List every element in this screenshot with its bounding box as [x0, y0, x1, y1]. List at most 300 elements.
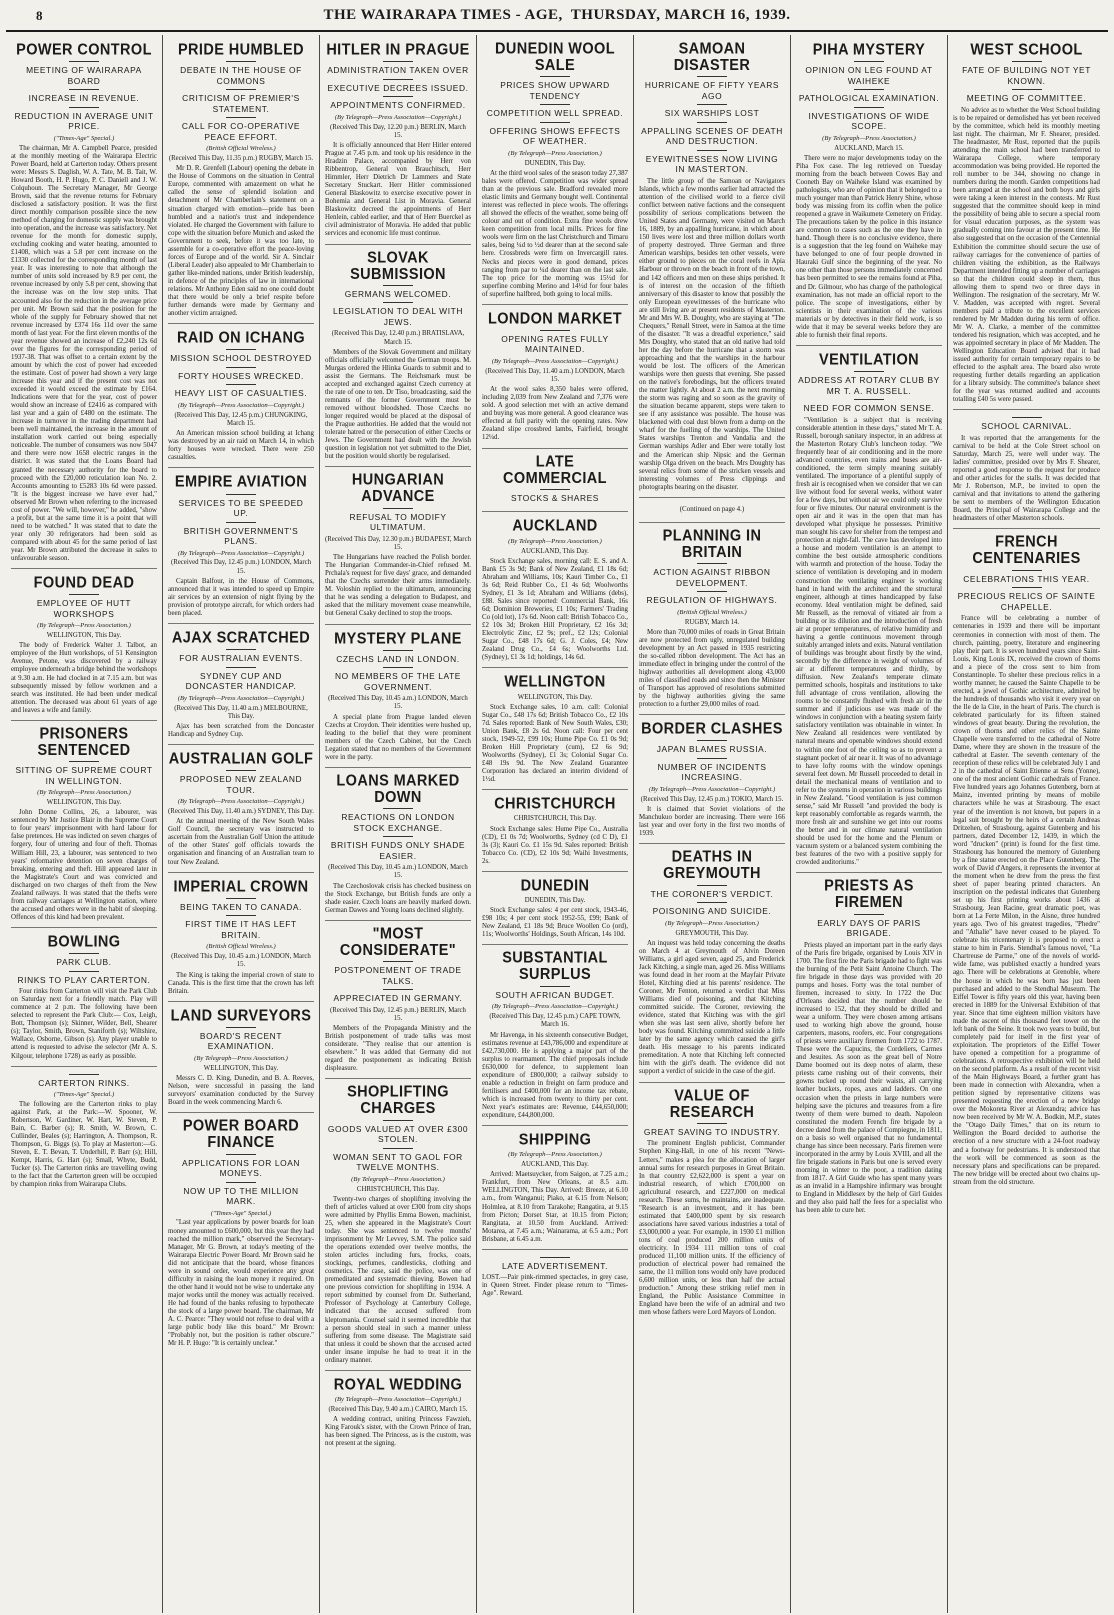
headline: POWER CONTROL	[16, 41, 152, 59]
column-6	[791, 35, 948, 1613]
dateline: WELLINGTON, This Day.	[517, 693, 593, 701]
divider	[1012, 417, 1042, 418]
divider	[540, 986, 570, 987]
article-body: At the wool sales 8,350 bales were offered, including 2,039 from New Zealand and 7,376 were sold. A good selection met with an active demand and buying was more general. A good clearance was effected at full parity with the opening rates. New Zealand slipe crossbred lambs, Fairfield, brought 12¼d.	[482, 386, 628, 442]
divider	[697, 104, 727, 105]
subheading: SCHOOL CARNIVAL.	[981, 421, 1072, 432]
article	[796, 43, 942, 346]
article	[796, 877, 942, 1220]
article-body: Four rinks from Carterton will visit the Park Club on Saturday next for a friendly match. Play will commence at 2 p.m. The following have been selected to represent the Park Club:— Cox, Leigh, Bott, Thompson (s); Skinner, Wilder, Bell, Shearer (s); Taylor, Smith, Brown, Staniforth (s); Wiltshire, Wallace, Osborne, Gibson (s). Any player unable to attend is requested to advise the selector (Mr A. S. Kilgour, telephone 1728) as early as possible.	[11, 988, 157, 1060]
headline: SLOVAK SUBMISSION	[350, 248, 446, 284]
dateline: (Received This Day, 10.45 a.m.) LONDON, March 15.	[328, 695, 468, 711]
divider	[1012, 61, 1042, 62]
subheading: APPOINTMENTS CONFIRMED.	[330, 100, 466, 111]
dateline: WELLINGTON, This Day.	[46, 799, 122, 807]
article	[639, 527, 785, 715]
divider	[697, 150, 727, 151]
divider	[383, 302, 413, 303]
article	[482, 1133, 628, 1250]
headline: SUBSTANTIAL SURPLUS	[502, 949, 608, 985]
subheading: BEING TAKEN TO CANADA.	[180, 901, 302, 912]
article-body: An inquest was held today concerning the deaths on March 4 at Greymouth of Alvin Doreen Williams, a girl aged seven, aged 25, and Frederick Jack Kitching, a single man, aged 26. Miss Williams was found dead in her room at the Mayfair Private Hotel, Kitching died at his parents' residence. The Coroner, Mr Fenton, returned a verdict that Miss Williams died of poisoning, and that Kitching committed suicide. The Coroner, reviewing the evidence, stated that Kitching was with the girl when she was last seen alive, shortly before her body was found. Kitching committed suicide a little later by the same agency which caused the girl's death. His message to his parents indicated premeditation. A note that Kitching left connected him with the girl's death. The evidence did not support a verdict of suicide in the case of the girl.	[639, 939, 785, 1076]
credit-line: (By Telegraph—Press Association—Copyright.)	[177, 694, 305, 702]
divider	[697, 76, 727, 77]
subheading: ADMINISTRATION TAKEN OVER	[327, 65, 469, 76]
credit-line: (By Telegraph—Press Association.)	[351, 1175, 445, 1183]
headline: AJAX SCRATCHED	[171, 629, 311, 647]
subheading: SIX WARSHIPS LOST	[664, 108, 760, 119]
credit-line: (By Telegraph—Press Association.)	[822, 134, 916, 142]
article-body: Stock Exchange sales, 10 a.m. call: Colonial Sugar Co., £48 17s 6d; British Tobacco Co., £2 10s 7d. Sales reported: Bank of New South Wales, £30; Union Bank, £8 2s 6d. Noon call: Four per cent stock, 1949-52, £99 10s; Hume Pipe Co. £1 0s 9d; Broken Hill Proprietary (cum), £2 6s 9d; Woolworths (Sydney), £1 3s; Colonial Sugar Co. £48 19s 9d. The New Zealand Guarantee Corporation has declared an interim dividend of 1½d.	[482, 703, 628, 784]
dateline: (Received This Day, 12.45 p.m.) BERLIN, March 15.	[330, 1006, 466, 1022]
divider	[854, 399, 884, 400]
article	[482, 1257, 628, 1304]
subheading: FATE OF BUILDING NOT YET KNOWN.	[962, 65, 1091, 86]
article	[168, 475, 314, 624]
article	[482, 675, 628, 790]
headline: DUNEDIN	[520, 876, 590, 895]
article	[639, 40, 785, 498]
column-7	[948, 35, 1105, 1613]
article-body: Priests played an important part in the early days of the Paris fire brigade, organised by Louis XIV in 1700. The first fire the Paris brigade had to fight was the burning of the Petit Saint Antoine Church. The fire brigade in those days was provided with 20 pumps and hoses. Forty was the total number of firemen, increased to sixty. In 1722 the Duc d'Orleans decided that the number should be increased to 152, that they should be drilled and wear a uniform. They were chosen among artisans used to working high above the ground, house carpenters, masons, roofers, etc. Four congregations of priests were auxiliary firemen from 1722 to 1787. These were the Capucins, the Cordeliers, Carmes and Jesuites. As soon as the great bell of Notre Dame boomed out its deep notes of alarm, these priests came rushing out of their convents, their gowns tucked up round their waists, all carrying leather buckets, ropes, axes and ladders. On one occasion when the priests in large numbers were helping save the pictures and treasures from a fire twenty of them were burned to death. Napoleon constituted the modern French fire brigade by a decree dated from the palace of Compiegne, in 1811, on a basis so well organised that no fundamental change has since been necessary. Paris firemen were incorporated in the army by Louis XVIII, and all the fire brigade stations in Paris but one is served every morning in winter to the poor, a tradition dating from 1817. A Girl Guide who has spent many years as an invalid in a Hampshire infirmary was brought to England in Middlesex by the help of Girl Guides and they also paid half the fees for a specialist who has been able to cure her.	[796, 941, 942, 1215]
subheading: APPALLING SCENES OF DEATH AND DESTRUCTION.	[641, 125, 783, 147]
divider	[540, 76, 570, 77]
article	[168, 631, 314, 745]
divider	[854, 914, 884, 915]
headline: SHOPLIFTING CHARGES	[347, 1083, 449, 1119]
subheading: JAPAN BLAMES RUSSIA.	[656, 744, 768, 755]
article-body: Captain Balfour, in the House of Commons, announced that it was intended to speed up Empire air services by an extension of night flying by the provision of prototype aircraft, for which orders had been placed.	[168, 577, 314, 617]
divider	[540, 330, 570, 331]
article	[639, 848, 785, 1082]
article	[482, 40, 628, 305]
article	[482, 309, 628, 449]
article	[325, 925, 471, 1080]
headline: VENTILATION	[819, 350, 919, 369]
divider	[697, 122, 727, 123]
divider	[697, 563, 727, 564]
article-body: "Ventilation is a subject that is receiving considerable attention in these days," stated Mr T. A. Russell, borough sanitary inspector, in an address at the Masterton Rotary Club's luncheon today. "We frequently hear of air conditioning and in the more advanced countries, even trains and buses are air-conditioned, the term simply meaning suitably ventilated. The importance of a plentiful supply of fresh air is recognised when we consider that we can live without food for several weeks, without water for a few days, but without air we could only survive four or five minutes. Our natural environment is the open air and it was in the open that man has developed what physique he possesses. Primitive man sought his cave for shelter from the tempest and protection at night-fall. The cave has developed into a house and modern ventilation is an attempt to combine the best outside atmospheric conditions with warmth and protection of the house. Today the science of ventilation is developing and in modern construction the ventilating engineer is working hand in hand with the architect and the structural engineer, although at times handicapped by false economy. Ideal ventilation might be defined, said Mr Russell, as the removal of vitiated air from a building or its dilution and the introduction of fresh air at proper temperatures, of relative humidity and having a gentle continuous movement through suitably arranged inlets and exits. Natural ventilation of buildings was brought about firstly by the wind, secondly by the difference in weight of volumes of air at different temperatures and thirdly, by diffusion. New Zealand's temperate climate permitted schools, hospitals and institutions to take full advantage of cross ventilation, allowing the rooms to be constantly flushed with fresh air in the summer and if judicious use was made of the windows in conjunction with a heating system fairly satisfactory ventilation was obtainable in winter. In New Zealand all residences were ventilated by natural means and openable windows should extend to within one foot of the ceiling so as to prevent a stagnant pocket of air near it. It was of no advantage to have lofty rooms with the window openings several feet down. Mr Russell proceeded to detail in detail the mechanical means of ventilation and to refer to the systems in operation in various buildings in New Zealand. "Good ventilation is just common sense," said Mr Russell "and provided the body is kept reasonably comfortable as regards warmth, the more fresh air and sunshine we get into our rooms the better and in our climate natural ventilation should be used for the home and the Plenum or vacuum system or a balanced system combining the best features of the two with a positive supply for crowded auditoriums."	[796, 416, 943, 867]
dateline: CHRISTCHURCH, This Day.	[513, 815, 597, 823]
article	[325, 471, 471, 624]
divider	[1012, 89, 1042, 90]
headline: WEST SCHOOL	[970, 41, 1083, 59]
subheading: CARTERTON RINKS.	[38, 1077, 130, 1088]
subheading: CELEBRATIONS THIS YEAR.	[963, 573, 1090, 584]
subheading: SITTING OF SUPREME COURT IN WELLINGTON.	[15, 765, 153, 786]
subheading: MEETING OF WAIRARAPA BOARD	[26, 65, 142, 86]
divider	[540, 489, 570, 490]
divider	[226, 522, 256, 523]
headline: PIHA MYSTERY	[812, 41, 926, 59]
subheading: INCREASE IN REVENUE.	[28, 93, 140, 104]
dateline: (Received This Day, 12.40 p.m.) BRATISLAVA, March 15.	[331, 330, 465, 346]
article-body: John Donne Collins, 26, a labourer, was sentenced by Mr Justice Blair in the Supreme Court to four years' imprisonment with hard labour for false pretences. He was indicted on seven charges of forgery, four of uttering and four of theft. Thomas William Hill, 23, a labourer, was sentenced to two years' reformative detention on seven charges of breaking, entering and theft. Hill appeared later in the Magistrate's Court and was convicted and discharged on two charges of theft from the New Zealand railways. It was stated that the thefts were from railway carriages at Wellington station, where the accused and others were in the habit of sleeping. Offences of this kind had been prevalent.	[11, 809, 157, 921]
article	[168, 877, 314, 1002]
article	[639, 722, 785, 844]
subheading: EARLY DAYS OF PARIS BRIGADE.	[817, 917, 921, 939]
subheading: GERMANS WELCOMED.	[344, 288, 452, 299]
article-body: It is claimed that Soviet violations of the Manchukuo border are increasing. There were 166 last year and over forty in the first two months of 1939.	[639, 806, 785, 838]
article	[482, 452, 628, 513]
article	[482, 519, 628, 668]
subheading: APPLICATIONS FOR LOAN MONEYS.	[181, 1157, 301, 1179]
divider	[226, 770, 256, 771]
divider	[854, 107, 884, 108]
divider	[69, 1074, 99, 1075]
divider	[226, 61, 256, 62]
subheading: SERVICES TO BE SPEEDED UP.	[178, 497, 304, 519]
article	[639, 505, 785, 523]
subheading: HURRICANE OF FIFTY YEARS AGO	[644, 80, 780, 101]
dateline: DUNEDIN, This Day.	[524, 159, 586, 167]
headline: CHRISTCHURCH	[494, 795, 616, 813]
divider	[854, 371, 884, 372]
subheading: BOARD'S RECENT EXAMINATION.	[199, 1030, 283, 1052]
article-body: It was reported that the arrangements for the carnival to be held at the Cole Street school on Saturday, March 25, were well under way. The ladies' committee, presided over by Mrs F. Shearer, reported a good response to the request for produce and other articles for the stalls. It was decided that Mr J. Robertson, M.P., be invited to open the carnival and that invitations to attend the gathering be sent to members of the Wellington Education Board, the Principal of Wairarapa College and the headmasters of other Masterton schools.	[953, 434, 1100, 523]
article	[482, 949, 628, 1126]
headline: DUNEDIN WOOL SALE	[495, 40, 615, 75]
divider	[383, 1120, 413, 1121]
article-body: Mr D. R. Grenfell (Labour) opening the debate in the House of Commons on the situation in Central Europe, commented with amazement on what he called the sense of splendid isolation and detachment of Mr Chamberlain's statement on a situation charged with emotion—pride has been humbled and a nation's trust and independence violated. He charged the Government with failure to cope with the situation before Munich and asked the Government to seek, before it was too late, to assemble for a co-operative effort the peace-loving forces of Europe and of the world. Sir A. Sinclair (Liberal Leader) also appealed to Mr Chamberlain to gather like-minded nations, under British leadership, in defence of the principles of law in international relations. Mr Anthony Eden said no one could doubt that there would be only a brief respite before further demands were made by Germany and another victim arraigned.	[168, 165, 314, 318]
divider	[697, 885, 727, 886]
subheading: THE CORONER'S VERDICT.	[650, 888, 774, 899]
divider	[226, 367, 256, 368]
dateline: (Received This Day, 12.45 p.m.) TOKIO, March 15.	[640, 795, 784, 803]
subheading: BRITISH GOVERNMENT'S PLANS.	[183, 525, 299, 547]
subheading: HEAVY LIST OF CASUALTIES.	[174, 388, 308, 399]
dateline: (Received This Day, 11.40 a.m.) MELBOURNE, This Day.	[174, 704, 308, 720]
article-body: The Hungarians have reached the Polish border. The Hungarian Commander-in-Chief refused M. Prchala's request for five days' grace, and demanded that the Czechs surrender their arms immediately. M. Voloshin replied to the ultimatum, announcing that he was sending a delegation to Budapest, and asked that the military movement cease meanwhile, but General Csaky declined to stop the troops.	[325, 554, 471, 618]
divider	[383, 667, 413, 668]
article	[168, 752, 314, 873]
article-body: At the annual meeting of the New South Wales Golf Council, the secretary was instructed to ascertain from the Australian Golf Union the attitude of the other States' golf officials towards the organisation and financing of an Australian team to tour New Zealand.	[168, 818, 314, 866]
credit-line: (By Telegraph—Press Association—Copyright.)	[177, 549, 305, 557]
credit-line: (By Telegraph—Press Association—Copyright.)	[334, 1396, 462, 1404]
subheading: DEBATE IN THE HOUSE OF COMMONS	[180, 65, 302, 86]
subheading: GOODS VALUED AT OVER £300 STOLEN.	[327, 1123, 469, 1145]
article	[482, 797, 628, 872]
divider	[383, 650, 413, 651]
article-body: Members of the Propaganda Ministry and the British postponement of trade talks was most considerate. "They realise that our attention is elsewhere." It was added that Germany did not regard the postponement as indicating British displeasure.	[325, 1025, 471, 1073]
headline: FRENCH CENTENARIES	[972, 533, 1081, 569]
divider	[226, 89, 256, 90]
headline: VALUE OF RESEARCH	[669, 1086, 755, 1122]
divider	[226, 494, 256, 495]
subheading: FOR AUSTRALIAN EVENTS.	[179, 653, 303, 664]
subheading: OPENING RATES FULLY MAINTAINED.	[501, 333, 609, 355]
subheading: STOCKS & SHARES	[511, 492, 599, 503]
subheading: WOMAN SENT TO GAOL FOR TWELVE MONTHS.	[333, 1151, 463, 1173]
credit-line: (By Telegraph—Press Association.)	[665, 919, 759, 927]
credit-line: (By Telegraph—Press Association.)	[508, 149, 602, 157]
subheading: GREAT SAVING TO INDUSTRY.	[643, 1126, 781, 1137]
page-number: 8	[36, 8, 43, 23]
article	[168, 331, 314, 468]
column-3	[320, 35, 477, 1613]
divider	[226, 915, 256, 916]
divider	[226, 1182, 256, 1183]
dateline: (Received This Day, 12.45 p.m.) CHUNGKING, March 15.	[174, 411, 308, 427]
article-body: At the third wool sales of the season today 27,387 bales were offered. Competition was wider spread than at the previous sale. Bradford revealed more elastic limits and Germany bought well. Continental interest was reflected in piece wools. The offerings all showed the effects of the weather, some being off colour and out of condition. Extra fine wools drew keen competition from local mills. Prices for fine wools were firm on the last Christchurch and Timaru sales, being ¼d to ½d dearer than at the second sale here. Crossbreds were firm on Invercargill rates. Necks and pieces were in good demand, prices ranging from par to ¼d dearer than on the last sale. The top price for the morning was 15½d for superfine combing Merino and 14½d for four bales of superfine halfbred, both going to local mills.	[482, 170, 628, 298]
subheading: OFFERING SHOWS EFFECTS OF WEATHER.	[489, 125, 621, 147]
credit-line: (By Telegraph—Press Association.)	[37, 622, 131, 630]
article	[11, 935, 157, 1067]
headline: IMPERIAL CROWN	[173, 877, 309, 896]
credit-line: (British Official Wireless.)	[206, 145, 276, 153]
dateline: AUCKLAND, This Day.	[521, 547, 589, 555]
article	[168, 43, 314, 324]
headline: HITLER IN PRAGUE	[326, 41, 470, 59]
article	[11, 43, 157, 569]
divider	[383, 285, 413, 286]
divider	[383, 989, 413, 990]
subheading: POISONING AND SUICIDE.	[652, 906, 772, 917]
divider	[697, 758, 727, 759]
article-body: There were no major developments today on the Piha Fox case. The leg retrieved on Tuesday morning from the beach between Cowes Bay and Cooneth Bay on Waiheke Island was examined by pathologists, who are of opinion that it belonged to a much younger man than Patrick Henry Shine, whose body was missing from its coffin when the police reopened a grave in Waikumete Cemetery on Friday. The precautions taken by the police in this instance are common to cases such as the one they have in hand. Though there is no conclusive evidence, there is a suggestion that the leg found on Waiheke may have belonged to one of four people drowned in Hauraki Gulf since the beginning of the year. No one other than those persons immediately concerned has been permitted to see the remains found at Piha, and Dr. Gilmour, who has charge of the pathological examination, has not made an official report to the police. The scope of investigations, either by scientists in their examination of the various materials or by detectives in their field work, is so wide that it may be several weeks before they are able to furnish their final reports.	[796, 154, 942, 339]
subheading: BRITISH FUNDS ONLY SHADE EASIER.	[330, 840, 466, 861]
article-body: The following are the Carterton rinks to play against Park, at the Park:—W. Spooner, W. Robertson, W. Gardiner, W. Hart, W. Steven, P. Bain, C. Barber (s); R. Smith, W. Brown, C. Cullinder, Beales (s); Harrington, A. Thompson, R. Thompson, G. Biggs (s). To play at Masterton:—G. Steven, E. T. Bevan, T. Underhill, P. Barr (s); Hill, Kempt, Harris, G. Hart (s); Small, Whyte, Budd, Tucker (s). The Carterton rinks are travelling owing to the fact that the Carterton green will be occupied by champion rinks from Wairarapa Clubs.	[11, 1100, 157, 1189]
article	[11, 725, 157, 928]
headline: PLANNING IN BRITAIN	[662, 527, 762, 562]
divider	[226, 117, 256, 118]
headline: EMPIRE AVIATION	[174, 473, 308, 492]
headline: PRIDE HUMBLED	[177, 41, 305, 59]
subheading: NUMBER OF INCIDENTS INCREASING.	[657, 761, 767, 783]
divider	[69, 61, 99, 62]
dateline: GREYMOUTH, This Day.	[675, 929, 749, 937]
subheading: CZECHS LAND IN LONDON.	[336, 653, 460, 664]
divider	[226, 1027, 256, 1028]
headline: RAID ON ICHANG	[176, 329, 306, 347]
subheading: PROPOSED NEW ZEALAND TOUR.	[179, 774, 303, 795]
divider	[226, 1154, 256, 1155]
article	[953, 533, 1100, 1191]
divider	[383, 508, 413, 509]
subheading: ACTION AGAINST RIBBON DEVELOPMENT.	[653, 567, 771, 588]
article-body: Ajax has been scratched from the Doncaster Handicap and Sydney Cup.	[168, 722, 314, 738]
columns	[6, 35, 1108, 1613]
divider	[383, 961, 413, 962]
article-body: A wedding contract, uniting Princess Fawzieh, King Farouk's sister, with the Crown Prince of Iran, has been signed. The Princess, as is the custom, was not present at the signing.	[325, 1416, 471, 1448]
credit-line: (By Telegraph—Press Association.)	[508, 537, 602, 545]
article	[953, 417, 1100, 529]
article-body: The little group of the Samoan or Navigators Islands, which a few months earlier had attracted the attention of the civilised world to a fierce civil conflict between native factions and the consequent possibility of serious complications between the United States and Germany, were visited on March 16, 1889, by an appalling hurricane, in which about 150 lives were lost and three million dollars worth of property destroyed. Three German and three American warships, besides ten other vessels, were either ground to pieces on the coral reefs in Apia Harbour or thrown on the beach in front of the town, and 142 officers and men on these ships perished. It is of interest on the occasion of the fiftieth anniversary of this disaster to know that possibly the only European eyewitnesses of the hurricane who are still living are at present residents of Masterton. Mr and Mrs W. B. Doughty, who are staying at "The Chequers," Renall Street, were in Samoa at the time of the disaster. "It was a dreadful experience," said Mrs Doughty, who stated that an old native had told her the day before the hurricane that a storm was approaching and that the warships in the harbour would be lost. The officers of the American warships were then guests that evening. She passed on the native's forebodings, but the officers treated the matter lightly. At about 2 a.m. the next morning the storm was raging and so soon as the gravity of the situation became apparent, steps were taken to see if any assistance was possible. The house was blackened with coal dust blown from a dump on the wharf for the fuelling of the warships. The United States warships Trenton and Vandalia and the German warships Adler and Eber were totally lost and the American ship Nipsic and the German warship Olga driven on the beach. Mrs Doughty has several relics from some of the stricken vessels and interesting volumes of Press clippings and photographs bearing on the disaster.	[639, 177, 785, 491]
article	[325, 1083, 471, 1370]
divider	[697, 1123, 727, 1124]
headline: PRIESTS AS FIREMEN	[824, 877, 914, 912]
headline: LONDON MARKET	[487, 309, 623, 328]
headline: HUNGARIAN ADVANCE	[351, 471, 445, 507]
article-body: More than 70,000 miles of roads in Great Britain are now protected from ugly, unregulated building development by an Act passed in 1935 restricting the so-called ribbon development. The Act has an immediate effect in bringing under the control of the highway authorities all development along 43,000 miles of classified roads and since then the Minister of Transport has approved of resolutions submitted by the highway authorities giving the same protection to a further 29,000 miles of road.	[639, 628, 785, 709]
credit-line: ("Times-Age" Special.)	[53, 134, 115, 142]
article	[11, 576, 157, 721]
article	[482, 876, 628, 946]
credit-line: (By Telegraph—Press Association.)	[508, 1151, 602, 1159]
headline: AUCKLAND	[512, 517, 598, 536]
dateline: (Received This Day, 11.35 p.m.) RUGBY, March 15.	[168, 155, 314, 163]
subheading: POSTPONEMENT OF TRADE TALKS.	[334, 965, 462, 986]
article	[168, 1117, 314, 1353]
dateline: (Received This Day, 11.40 a.m.) LONDON, March 15.	[485, 367, 625, 384]
divider	[697, 902, 727, 903]
subheading: COMPETITION WELL SPREAD.	[486, 108, 624, 119]
subheading: REFUSAL TO MODIFY ULTIMATUM.	[349, 511, 447, 533]
subheading: APPRECIATED IN GERMANY.	[333, 993, 463, 1004]
article	[796, 350, 943, 873]
subheading: PRICES SHOW UPWARD TENDENCY	[500, 80, 610, 101]
divider	[383, 836, 413, 837]
divider	[540, 104, 570, 105]
headline: POWER BOARD FINANCE	[182, 1117, 300, 1152]
subheading: SOUTH AFRICAN BUDGET.	[495, 989, 615, 1000]
subheading: NEED FOR COMMON SENSE.	[803, 403, 935, 414]
divider	[69, 953, 99, 954]
credit-line: (By Telegraph—Press Association.)	[37, 789, 131, 797]
subheading: PRECIOUS RELICS OF SAINTE CHAPELLE.	[957, 591, 1096, 612]
headline: LAND SURVEYORS	[170, 1006, 312, 1025]
subheading: NOW UP TO THE MILLION MARK.	[183, 1185, 299, 1207]
subheading: PARK CLUB.	[56, 957, 112, 968]
headline: MYSTERY PLANE	[334, 629, 462, 648]
subheading: ADDRESS AT ROTARY CLUB BY MR T. A. RUSSELL.	[798, 375, 940, 396]
subheading: REACTIONS ON LONDON STOCK EXCHANGE.	[341, 812, 455, 833]
article	[639, 1086, 785, 1323]
headline: AUSTRALIAN GOLF	[168, 750, 314, 768]
divider	[697, 740, 727, 741]
dateline: (Received This Day, 12.45 p.m.) LONDON, March 15.	[170, 559, 312, 575]
issue-date: THURSDAY, MARCH 16, 1939.	[570, 6, 791, 23]
divider	[226, 384, 256, 385]
credit-line: (British Official Wireless.)	[677, 608, 747, 616]
article	[325, 1375, 471, 1453]
divider	[383, 96, 413, 97]
article	[325, 629, 471, 768]
headline: SHIPPING	[518, 1131, 592, 1149]
headline: FOUND DEAD	[33, 574, 135, 592]
subheading: INVESTIGATIONS OF WIDE SCOPE.	[808, 110, 930, 132]
article	[325, 772, 471, 921]
divider	[540, 1257, 570, 1258]
article-body: A special plane from Prague landed eleven Czechs at Croydon. Their identities were hushed up, leading to the belief that they were prominent members of the Czech Cabinet, but the Czech Legation stated that no members of the Government were in the party.	[325, 713, 471, 761]
credit-line: (By Telegraph—Press Association—Copyright.)	[491, 357, 619, 365]
divider	[226, 649, 256, 650]
subheading: FORTY HOUSES WRECKED.	[178, 370, 304, 381]
dateline: (Received This Day, 12.20 p.m.) BERLIN, March 15.	[330, 123, 466, 139]
credit-line: ("Times-Age" Special.)	[53, 1091, 115, 1099]
article-body: The Czechoslovak crisis has checked business on the Stock Exchange, but British funds are only a shade easier. Czech loans are heavily marked down. German Dawes and Young loans declined slightly.	[325, 882, 471, 914]
dateline: (Received This Day, 11.40 a.m.) SYDNEY, This Day.	[168, 808, 314, 816]
article-body: Twenty-two charges of shoplifting involving the theft of articles valued at over £300 from city shops were admitted by Phyllis Emma Bowen, machinist, 25, when she appeared in the Magistrate's Court today. She was sentenced to twelve months' imprisonment by Mr Levvey, S.M. The police said the operations extended over twelve months, the stolen articles including furs, frocks, coats, stockings, perfumes, candlesticks, clothing and cosmetics. The case, said the police, was one of premeditated and systematic thieving. Bowen had one previous conviction for shoplifting in 1934. A report submitted by counsel from Dr. Sutherland, Professor of Psychology at Canterbury College, indicated that the accused suffered from kleptomania. Counsel said it seemed incredible that a person should steal in such a manner unless suffering from some disease. The Magistrate said that unless it could be shown that the accused acted under insane impulse he had to treat it in the ordinary manner.	[325, 1195, 471, 1364]
article-body: The body of Frederick Walter J. Talbot, an employee of the Hutt workshops, of 51 Kensington Avenue, Petone, was discovered by a railway employee underneath a bridge behind the workshops at 9.30 a.m. He had clocked in at 7.15 a.m. but was subsequently missed by fellow workmen and a search was instituted. He had been under medical attention. The deceased was about 61 years of age and leaves a wife and family.	[11, 642, 157, 714]
article-body: An American mission school building at Ichang was destroyed by an air raid on March 14, in which forty houses were wrecked. There were 250 casualties.	[168, 430, 314, 462]
article	[168, 1006, 314, 1113]
column-2	[163, 35, 320, 1613]
article-body: "Last year applications by power boards for loan money amounted to £600,000, but this year they had reached the million mark," observed the Secretary-Manager, Mr G. Brown, at today's meeting of the Wairarapa Electric Power Board. Mr Brown said he did not anticipate that the board, whose finances were in sound order, would experience any great difficulty in raising the loan money it required. On the other hand it would not be wise to undertake any major works until the money was actually received. He had found of the banks refusing to hypothecate the stock of a large power board. The chairman, Mr A. C. Pearce: "They would not refuse to deal with a large public body like this board." Mr Brown: "Probably not, but the position is rather obscure." Mr H. P. Hugo: "It is certainly unclear."	[168, 1219, 314, 1348]
headline: LATE COMMERCIAL	[503, 452, 607, 488]
article-body: Stock Exchange sales: 4 per cent stock, 1943-46, £98 10s; 4 per cent stock 1952-55, £99; Bank of New Zealand, £1 18s 9d; Bruce Woollen Co (ord), 11s; Woolworths' Holdings, South African, 14s 10d.	[482, 907, 628, 939]
divider	[69, 594, 99, 595]
credit-line: (By Telegraph—Press Association—Copyright.)	[648, 785, 776, 793]
subheading: SYDNEY CUP AND DONCASTER HANDICAP.	[185, 670, 297, 692]
subheading: MEETING OF COMMITTEE.	[966, 93, 1087, 104]
divider	[226, 349, 256, 350]
dateline: AUCKLAND, March 15.	[834, 144, 904, 152]
credit-line: (By Telegraph—Press Association—Copyright.)	[491, 1003, 619, 1011]
headline: BORDER CLASHES	[641, 720, 783, 738]
divider	[69, 761, 99, 762]
masthead	[6, 0, 1108, 32]
article	[11, 1074, 157, 1195]
subheading: REGULATION OF HIGHWAYS.	[646, 595, 778, 606]
dateline: (Received This Day, 10.45 a.m.) LONDON, March 15.	[171, 953, 311, 969]
article-body: Stock Exchange sales, morning call: E. S. and A. Bank £5 3s 9d; Bank of New Zealand, £1 18s 6d; Abraham and Williams, 10s; Kauri Timber Co., £1 3s 6d; Reid Rubber Co., £1 4s 6d; Woolworths Sydney, £1 3s 1d; Abraham and Williams (debs), £88. Sales since reported: Commercial Bank, 16s 6d; Dominion Breweries, £1 10s; Farmers' Trading Co (old lot), 17s 6d. Noon call: British Tobacco Co., £2 10s 3d; Broken Hill Proprietary, £2 16s 3d; Electrolytic Zinc, £2 9s; pref., £2 12s; Colonial Sugar Co., £48 17s 6d; G. J. Coles, £4; New Zealand Drug Co., £4 6s; Woolworths Ltd. (Sydney), £1 3s 1d; holdings, 14s 6d.	[482, 557, 628, 662]
divider	[226, 898, 256, 899]
dateline: (Received This Day, 12.45 p.m.) CAPE TOWN, March 16.	[489, 1013, 621, 1029]
article-body: No advice as to whether the West School building is to be repaired or demolished has yet been received by the committee, which held its monthly meeting last night. The chairman, Mr F. Shearer, presided. The headmaster, Mr Rust, reported that the pupils attending the main school had been transferred to Wairarapa College, where temporary accommodation was being provided. He reported the roll number to be 344, showing no change in numbers during the month. Garden competitions had been arranged at the school and both boys and girls were taking a keen interest in the contests. Mr Rust suggested that the committee should keep in mind the possibility of being able to secure a special room for visual education purposes, as the system was gradually coming into favour at the present time. He also suggested that on the occasion of the Centennial Exhibition the committee should secure the use of railway carriages for the convenience of parties of children visiting the exhibition, as the Railways Department intended fitting up a number of carriages so that the children could sleep in them, thus allowing them to spend two or three days in Wellington. The resignation of the secretary, Mr W. V. Madden, was accepted with regret. Several members paid a tribute to the excellent services rendered by Mr Madden during his term of office. Mr W. A. Clarke, a member of the committee tendered his resignation, which was accepted, and he was appointed secretary in place of Mr Madden. The Wellington Education Board advised that it had issued authority for certain temporary repairs to be effected to the asphalt area. The board also wrote requesting further details regarding an application for a library subsidy. The committee's balance sheet for the year was returned audited and accounts totalling £40 5s were passed.	[953, 106, 1100, 404]
subheading: REDUCTION IN AVERAGE UNIT PRICE.	[14, 110, 154, 132]
divider	[69, 89, 99, 90]
subheading: EMPLOYEE OF HUTT WORKSHOPS	[36, 598, 132, 619]
article-body: France will be celebrating a number of centenaries in 1939 and there will be important ceremonies in connection with most of them. The church, painting, poetry, literature and engineering play their part. It is seven hundred years since Saint-Louis, King Louis IX, received the crown of thorns and a piece of the cross sent to him from Constantinople. To shelter these precious relics in a worthy manner, he caused the Sainte Chapelle to be erected, a jewel of Gothic architecture, admired by the hundreds of thousands who visit it every year on the Ile de la Cite, in the heart of Paris. The church is celebrated particularly for its fifteen stained windows of great beauty. During the revolution, the crown of thorns and other relics of the Sainte Chapelle were transferred to the cathedral of Notre Dame, where they are shown in the treasure of the cathedral at Easter. The seventh centenary of the reception of these relics will be celebrated July 1 and 2 in the cathedral of Saint Etienne at Sens (Yonne), one of the most ancient Gothic cathedrals of France. Five hundred years ago Johannes Gutenberg, born at Mainz, invented printing by means of mobile characters while he was at Strasbourg. The exact year of the invention is not known, but papers in a legal suit brought by the heirs of a certain Andreas Dritzehen, of Strasbourg, against Gutenberg and his partners, dated December 12, 1439, in which the word "drucken" (print) is found for the first time. Strasbourg has honoured the memory of Gutenberg by a fine statue erected on the Place Gutenberg. The work of David d'Angers, it represents the inventor at the moment when he drew from the press the first sheet of paper bearing printed characters. An inscription on the pedestal indicates that Gutenberg set up his first printing works about 1436 at Strasbourg. Jean Racine, great dramatic poet, was born at La Ferte Milon, in the Aisne, three hundred years ago. Two of his greatest tragedies, "Phedre" and "Athalie" have never ceased to be played. To celebrate his tricentenary it is proposed to erect a statue to him in Paris. Stendhal's famous novel, "La Chartreuse de Parme," one of the novels of world-wide fame, was published exactly a hundred years ago. There will be celebrations at Grenoble, where the house in which he was born has just been purchased and added to the Stendhal Museum. The Eiffel Tower is fifty years old this year, having been erected in 1889 for the Universal Exhibition of that year. Since that time eighteen million visitors have made the ascent of this thousand feet tower on the left bank of the Seine. It took two years to build, but completely paid for itself in the first year of exploitation. The proprietors of the Eiffel Tower have opened a competition for a programme of celebrations. A retrospective exhibition will be held on the second platform. As a result of the recent visit of the Main Highways Board, a further grant has been made in connection with Alexandra, when a petition signed by representative citizens was presented requesting the erection of a new bridge over the Mokoreta River at Alexandra; advice has now been received by Mr W. A. Bodkin, M.P., states the "Otago Daily Times," that on its return to Wellington the Board decided to authorise the erection of a new structure with a 24-foot roadway and a footway for pedestrians. It is understood that the work will be commenced as soon as the necessary plans and specifications can be prepared. The new bridge will be erected about two chains up-stream from the old structure.	[953, 615, 1100, 1186]
divider	[383, 1148, 413, 1149]
subheading: LATE ADVERTISEMENT.	[501, 1260, 609, 1271]
divider	[383, 808, 413, 809]
headline: DEATHS IN GREYMOUTH	[663, 848, 761, 883]
dateline: CHRISTCHURCH, This Day.	[356, 1185, 440, 1193]
newspaper-title: THE WAIRARAPA TIMES - AGE,	[323, 6, 563, 23]
subheading: PATHOLOGICAL EXAMINATION.	[798, 93, 940, 104]
article-body: Messrs C. D. King, Dunedin, and B. A. Reeves, Nelson, were successful in passing the land surveyors' examination conducted by the Survey Board in the week commencing March 6.	[168, 1074, 314, 1107]
subheading: RINKS TO PLAY CARTERTON.	[17, 974, 151, 985]
headline: WELLINGTON	[504, 673, 606, 692]
column-5	[634, 35, 791, 1613]
headline: ROYAL WEDDING	[333, 1375, 463, 1394]
subheading: CRITICISM OF PREMIER'S STATEMENT.	[182, 93, 300, 114]
article-body: Arrived: Maetsuycker, from Saigon, at 7.25 a.m.; Frankfurt, from New Orleans, at 8.5 a.m. WELLINGTON, This Day. Arrived: Breeze, at 6.10 a.m., from Wanganui; Piako, at 6.15 from Nelson; Holmlea, at 8.10 from Tarakohe; Rangatira, at 9.15 from Picton; Dorset Star, at 10.15 from Picton; Rangitata, at 10.50 from Auckland. Arrived: Motarea, at 7.45 a.m.; Wainarama, at 6.5 a.m.; Port Brisbane, at 6.45 a.m.	[482, 1171, 628, 1243]
subheading: FIRST TIME IT HAS LEFT BRITAIN.	[185, 919, 297, 940]
continued-note: (Continued on page 4.)	[679, 504, 745, 513]
subheading: EXECUTIVE DECREES ISSUED.	[327, 82, 469, 93]
subheading: LEGISLATION TO DEAL WITH JEWS.	[333, 306, 463, 327]
dateline: AUCKLAND, This Day.	[521, 1161, 589, 1169]
subheading: EYEWITNESSES NOW LIVING IN MASTERTON.	[645, 153, 779, 175]
article	[325, 248, 471, 468]
article-body: Members of the Slovak Government and military officials officially welcomed the German troops. M. Murgas ordered the Hlinka Guards to submit and to assist the Germans. The Reichsmark must be accepted and exchanged against Czech currency at the rate of one to ten. Dr Tiso, broadcasting, said the remnants of the former Government must be removed without bloodshed. Those Czechs no longer required would be placed at the disposal of the Prague authorities. He added that the would not tolerate hatred or the persecution of either Czechs or Jews. The Government had dealt with the Jewish question in legislation not yet submitted to the Diet, but the position would shortly be regularised.	[325, 348, 471, 461]
classified-ad: LOST.—Pair pink-rimmed spectacles, in grey case, in Queen Street. Finder please return to "Times-Age". Reward.	[482, 1274, 628, 1298]
headline: BOWLING	[47, 933, 121, 951]
divider	[383, 79, 413, 80]
divider	[1012, 587, 1042, 588]
dateline: (Received This Day, 9.40 a.m.) CAIRO, March 15.	[328, 1405, 468, 1413]
dateline: RUGBY, March 14.	[684, 618, 740, 626]
credit-line: ("Times-Age" Special.)	[210, 1209, 272, 1217]
article-body: Stock Exchange sales: Hume Pipe Co., Australia (CD), £1 0s 7d; Woolworths, Sydney (cd C D), £1 3s (3); Kauri Co. £1 15s 9d. Sales reported: British Tobacco Co. (CD), £2 10s 9d; Waihi Investments, 2s.	[482, 825, 628, 865]
dateline: (Received This Day, 10.45 a.m.) LONDON, March 15.	[328, 864, 468, 880]
divider	[854, 61, 884, 62]
column-1	[6, 35, 163, 1613]
divider	[1012, 570, 1042, 571]
divider	[540, 122, 570, 123]
dateline: DUNEDIN, This Day.	[524, 897, 586, 905]
credit-line: (By Telegraph—Press Association—Copyright.)	[177, 798, 305, 806]
subheading: MISSION SCHOOL DESTROYED	[170, 353, 312, 364]
subheading: NO MEMBERS OF THE LATE GOVERNMENT.	[335, 671, 461, 692]
subheading: CALL FOR CO-OPERATIVE PEACE EFFORT.	[181, 121, 301, 142]
headline: "MOST CONSIDERATE"	[339, 925, 457, 960]
credit-line: (By Telegraph—Press Association.)	[194, 1054, 288, 1062]
divider	[383, 61, 413, 62]
